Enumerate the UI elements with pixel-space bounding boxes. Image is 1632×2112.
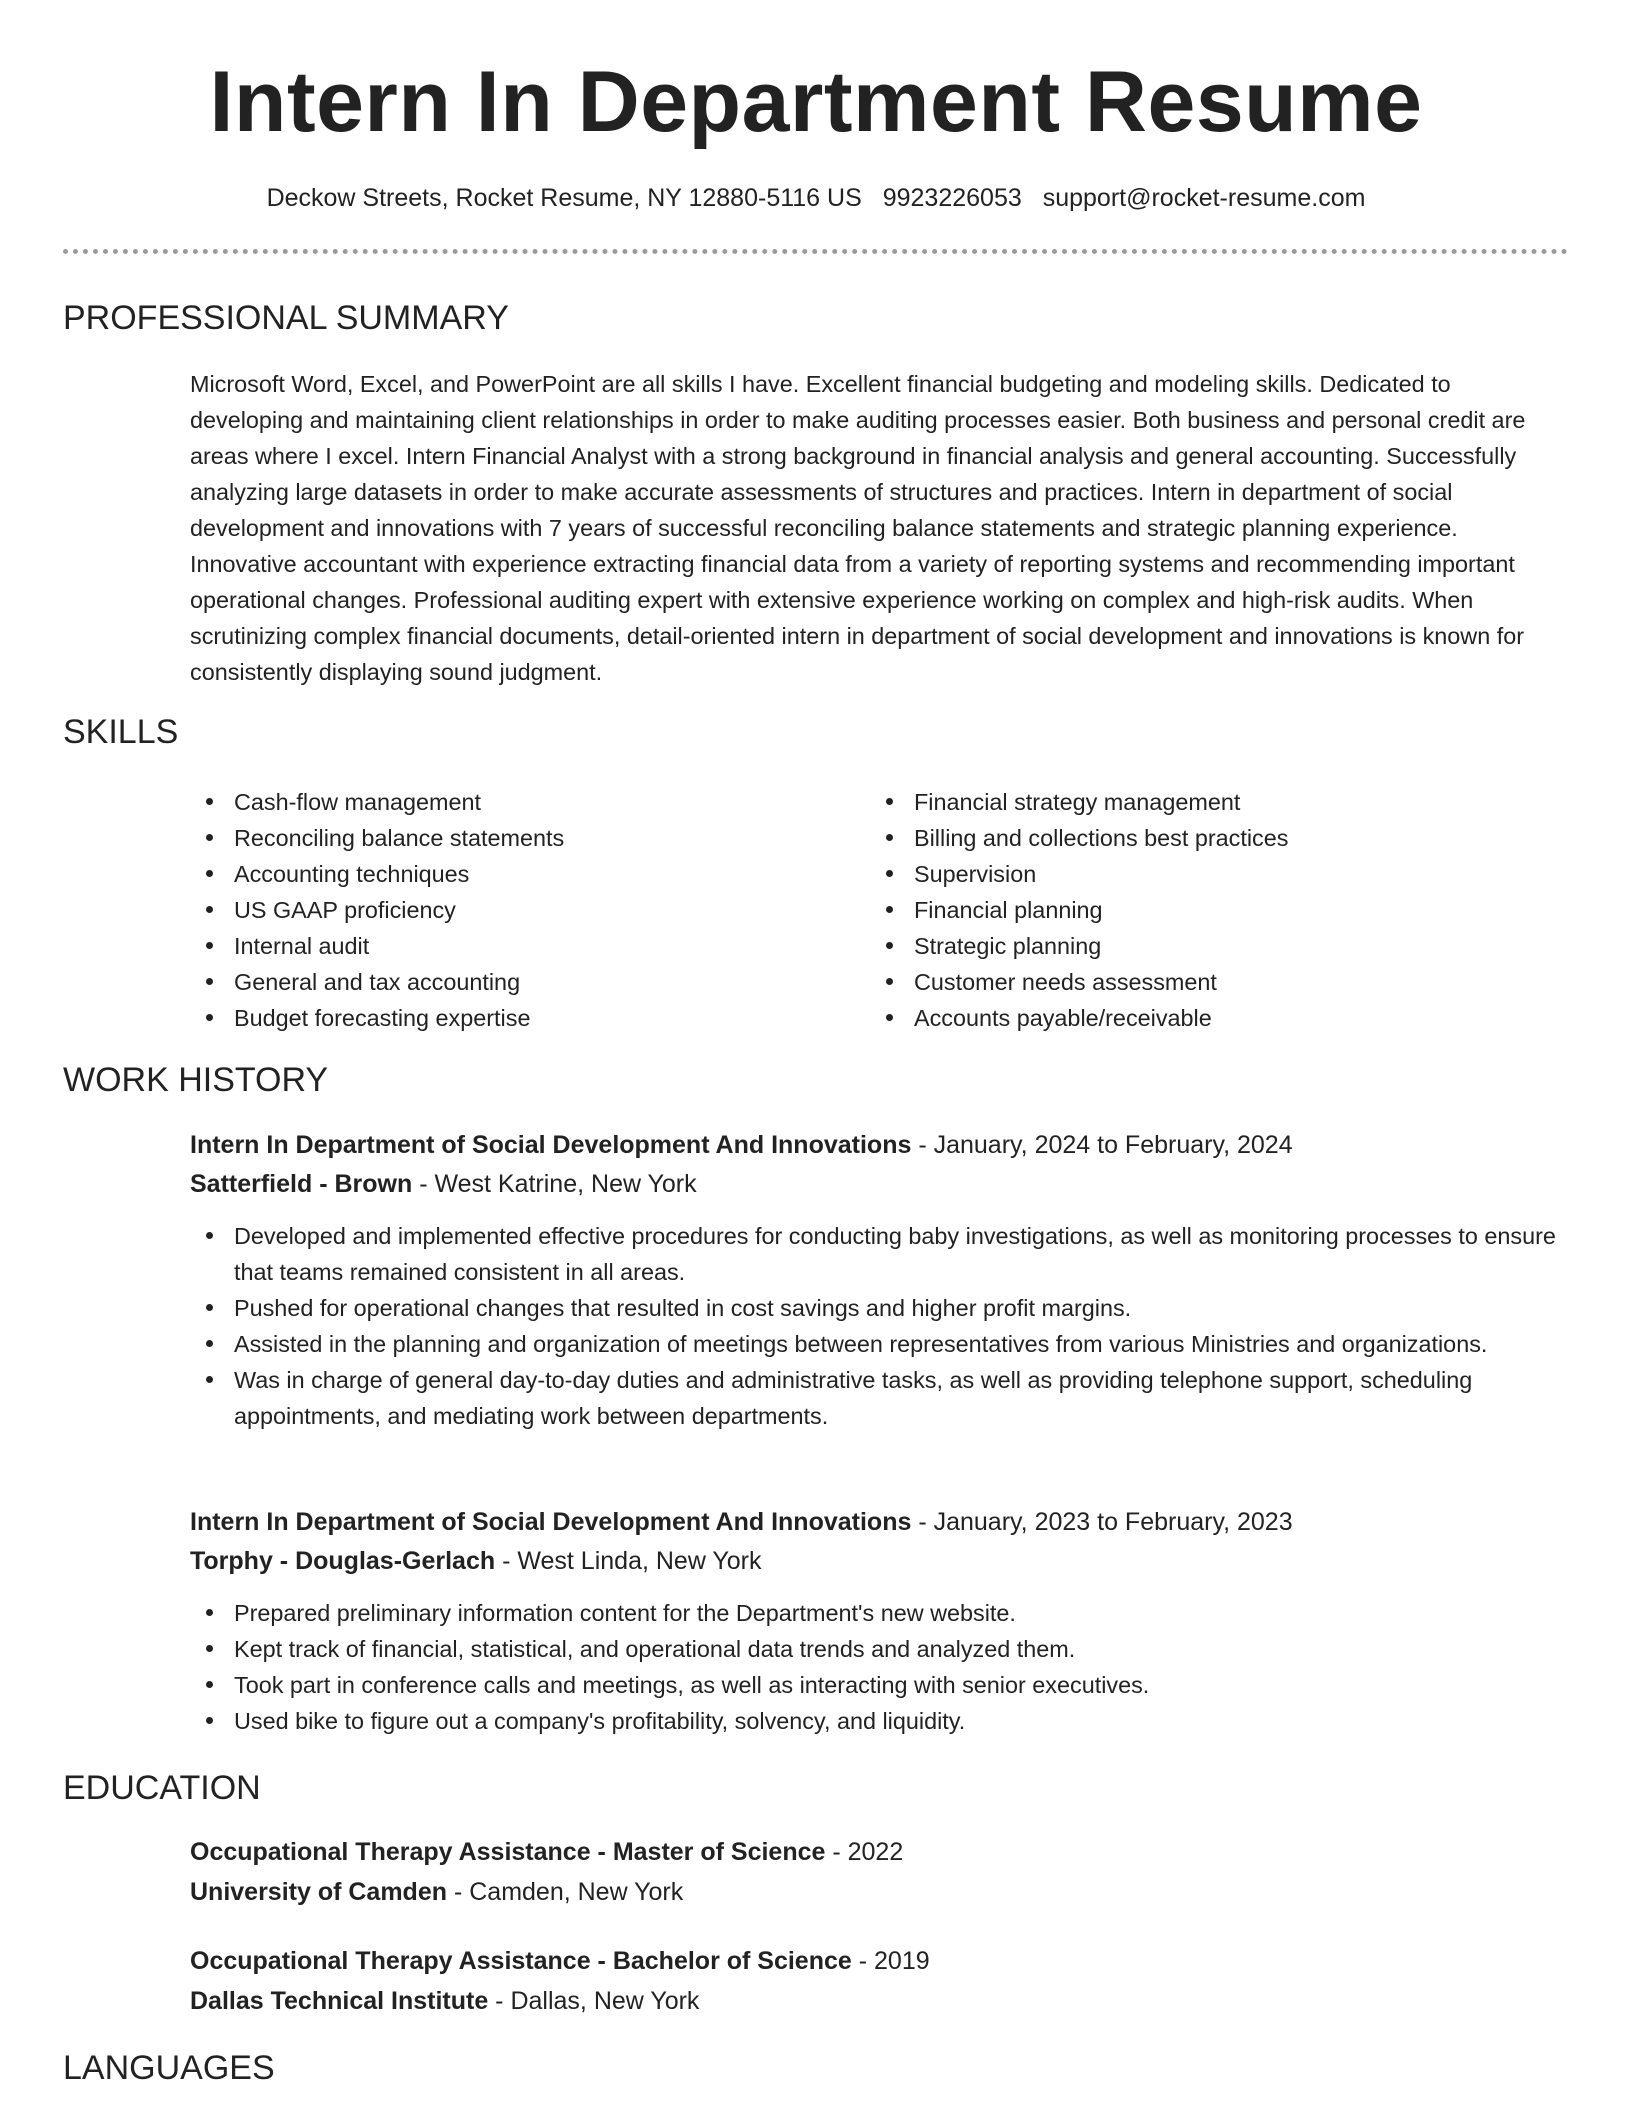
job-employer: Torphy - Douglas-Gerlach <box>190 1547 496 1575</box>
job-location: - West Katrine, New York <box>412 1170 697 1198</box>
education-degree: Occupational Therapy Assistance - Master of Science <box>190 1838 826 1866</box>
resume-title: Intern In Department Resume <box>209 54 1423 150</box>
job-title-line <box>190 1126 1293 1164</box>
education-location: - Dallas, New York <box>488 1987 700 2015</box>
skill-item: Accounts payable/receivable <box>870 1000 1550 1036</box>
job-dates: - January, 2024 to February, 2024 <box>911 1131 1293 1159</box>
job-employer-line <box>190 1165 697 1203</box>
education-degree-line <box>190 1942 930 1980</box>
education-year: - 2022 <box>825 1838 904 1866</box>
job-employer: Satterfield - Brown <box>190 1170 413 1198</box>
skill-item: Budget forecasting expertise <box>190 1000 870 1036</box>
skill-item: Financial planning <box>870 892 1550 928</box>
skill-item: Reconciling balance statements <box>190 820 870 856</box>
education-degree: Occupational Therapy Assistance - Bachelor of Science <box>190 1947 852 1975</box>
job-bullet: Took part in conference calls and meetings, as well as interacting with senior executives. <box>190 1667 1570 1703</box>
skills-list <box>190 784 1570 1036</box>
job-bullet: Was in charge of general day-to-day duties and administrative tasks, as well as providing telephone support, scheduling appointments, and mediating work between departments. <box>190 1362 1570 1434</box>
contact-line <box>0 180 1632 216</box>
job-bullets <box>190 1218 1570 1434</box>
education-year: - 2019 <box>851 1947 930 1975</box>
job-title-line <box>190 1503 1293 1541</box>
skill-item: US GAAP proficiency <box>190 892 870 928</box>
section-title-languages: LANGUAGES <box>63 2049 275 2087</box>
job-bullet: Kept track of financial, statistical, and operational data trends and analyzed them. <box>190 1631 1570 1667</box>
section-title-summary: PROFESSIONAL SUMMARY <box>63 299 509 337</box>
skills-column-left <box>190 784 870 1036</box>
section-title-work: WORK HISTORY <box>63 1061 329 1099</box>
summary-text: Microsoft Word, Excel, and PowerPoint are all skills I have. Excellent financial budgeting and modeling skills. Dedicated to developing and maintaining client relationships in order to make auditing processes easier. Both business and personal credit are areas where I excel. Intern Financial Analyst with a strong background in financial analysis and general accounting. Successfully analyzing large datasets in order to make accurate assessments of structures and practices. Intern in department of social development and innovations with 7 years of successful reconciling balance statements and strategic planning experience. Innovative accountant with experience extracting financial data from a variety of reporting systems and recommending important operational changes. Professional auditing expert with extensive experience working on complex and high-risk audits. When scrutinizing complex financial documents, detail-oriented intern in department of social development and innovations is known for consistently displaying sound judgment. <box>190 371 1526 685</box>
job-bullet: Pushed for operational changes that resulted in cost savings and higher profit margins. <box>190 1290 1570 1326</box>
contact-phone: 9923226053 <box>882 184 1022 212</box>
job-bullet: Used bike to figure out a company's profitability, solvency, and liquidity. <box>190 1703 1570 1739</box>
contact-address: Deckow Streets, Rocket Resume, NY 12880-5116 US <box>266 184 862 212</box>
job-bullets <box>190 1595 1570 1739</box>
skill-item: Supervision <box>870 856 1550 892</box>
skills-column-right <box>870 784 1550 1036</box>
job-title: Intern In Department of Social Development And Innovations <box>190 1131 912 1159</box>
contact-email: support@rocket-resume.com <box>1042 184 1366 212</box>
job-bullet: Developed and implemented effective procedures for conducting baby investigations, as well as monitoring processes to ensure that teams remained consistent in all areas. <box>190 1218 1570 1290</box>
skill-item: General and tax accounting <box>190 964 870 1000</box>
job-bullet: Prepared preliminary information content for the Department's new website. <box>190 1595 1570 1631</box>
skill-item: Cash-flow management <box>190 784 870 820</box>
section-title-education: EDUCATION <box>63 1769 261 1807</box>
job-bullet: Assisted in the planning and organization of meetings between representatives from various Ministries and organizations. <box>190 1326 1570 1362</box>
education-degree-line <box>190 1833 903 1871</box>
skill-item: Customer needs assessment <box>870 964 1550 1000</box>
education-school: University of Camden <box>190 1878 448 1906</box>
job-employer-line <box>190 1542 761 1580</box>
skill-item: Financial strategy management <box>870 784 1550 820</box>
skill-item: Billing and collections best practices <box>870 820 1550 856</box>
education-school-line <box>190 1873 683 1911</box>
education-school-line <box>190 1982 699 2020</box>
education-location: - Camden, New York <box>447 1878 684 1906</box>
header-divider <box>63 249 1568 254</box>
skill-item: Strategic planning <box>870 928 1550 964</box>
job-location: - West Linda, New York <box>495 1547 762 1575</box>
job-title: Intern In Department of Social Development And Innovations <box>190 1508 912 1536</box>
skill-item: Accounting techniques <box>190 856 870 892</box>
section-title-skills: SKILLS <box>63 713 179 751</box>
job-dates: - January, 2023 to February, 2023 <box>911 1508 1293 1536</box>
skill-item: Internal audit <box>190 928 870 964</box>
education-school: Dallas Technical Institute <box>190 1987 489 2015</box>
